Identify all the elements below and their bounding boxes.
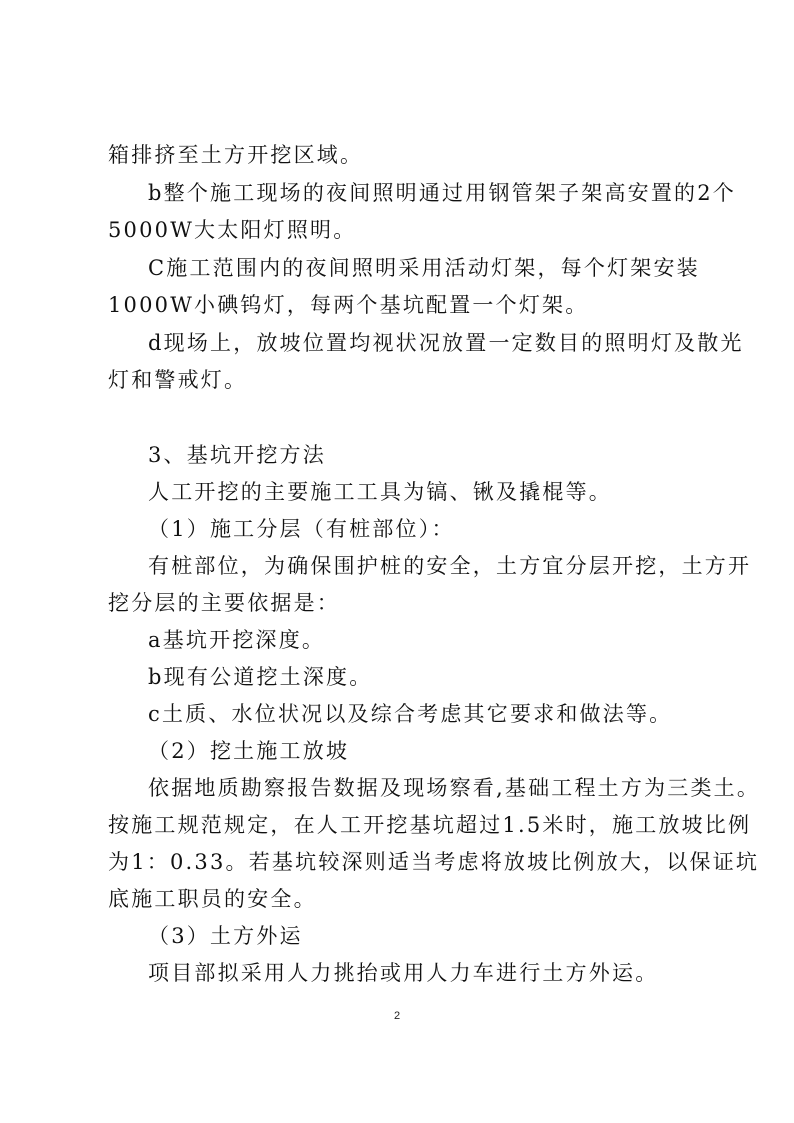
paragraph-line: 底施工职员的安全。 (108, 887, 317, 911)
paragraph-line: 灯和警戒灯。 (108, 368, 248, 392)
paragraph-line: 为1：0.33。若基坑较深则适当考虑将放坡比例放大，以保证坑 (108, 850, 760, 874)
subsection-heading: （2）挖土施工放坡 (148, 739, 350, 763)
subsection-heading: （3）土方外运 (148, 924, 303, 948)
paragraph-line: C施工范围内的夜间照明采用活动灯架，每个灯架安装 (148, 256, 700, 280)
paragraph-line: b整个施工现场的夜间照明通过用钢管架子架高安置的2个 (148, 181, 737, 205)
list-item: b现有公道挖土深度。 (148, 665, 373, 689)
paragraph-line: 1000W小碘钨灯，每两个基坑配置一个灯架。 (108, 293, 589, 317)
paragraph-line: 有桩部位，为确保围护桩的安全，土方宜分层开挖，土方开 (148, 554, 752, 578)
paragraph-line: 按施工规范规定，在人工开挖基坑超过1.5米时，施工放坡比例 (108, 813, 752, 837)
paragraph-line: d现场上，放坡位置均视状况放置一定数目的照明灯及散光 (148, 331, 744, 355)
paragraph-line: 人工开挖的主要施工工具为镐、锹及撬棍等。 (148, 480, 612, 504)
page-number: 2 (393, 1010, 401, 1022)
paragraph-line: 依据地质勘察报告数据及现场察看,基础工程土方为三类土。 (148, 776, 761, 800)
paragraph-line: 项目部拟采用人力挑抬或用人力车进行土方外运。 (148, 961, 659, 985)
subsection-heading: （1）施工分层（有桩部位）： (148, 517, 455, 541)
section-heading: 3、基坑开挖方法 (148, 443, 326, 467)
paragraph-line: 箱排挤至土方开挖区域。 (108, 143, 364, 167)
list-item: c土质、水位状况以及综合考虑其它要求和做法等。 (148, 702, 673, 726)
paragraph-line: 5000W大太阳灯照明。 (108, 218, 357, 242)
paragraph-line: 挖分层的主要依据是： (108, 591, 340, 615)
list-item: a基坑开挖深度。 (148, 628, 326, 652)
